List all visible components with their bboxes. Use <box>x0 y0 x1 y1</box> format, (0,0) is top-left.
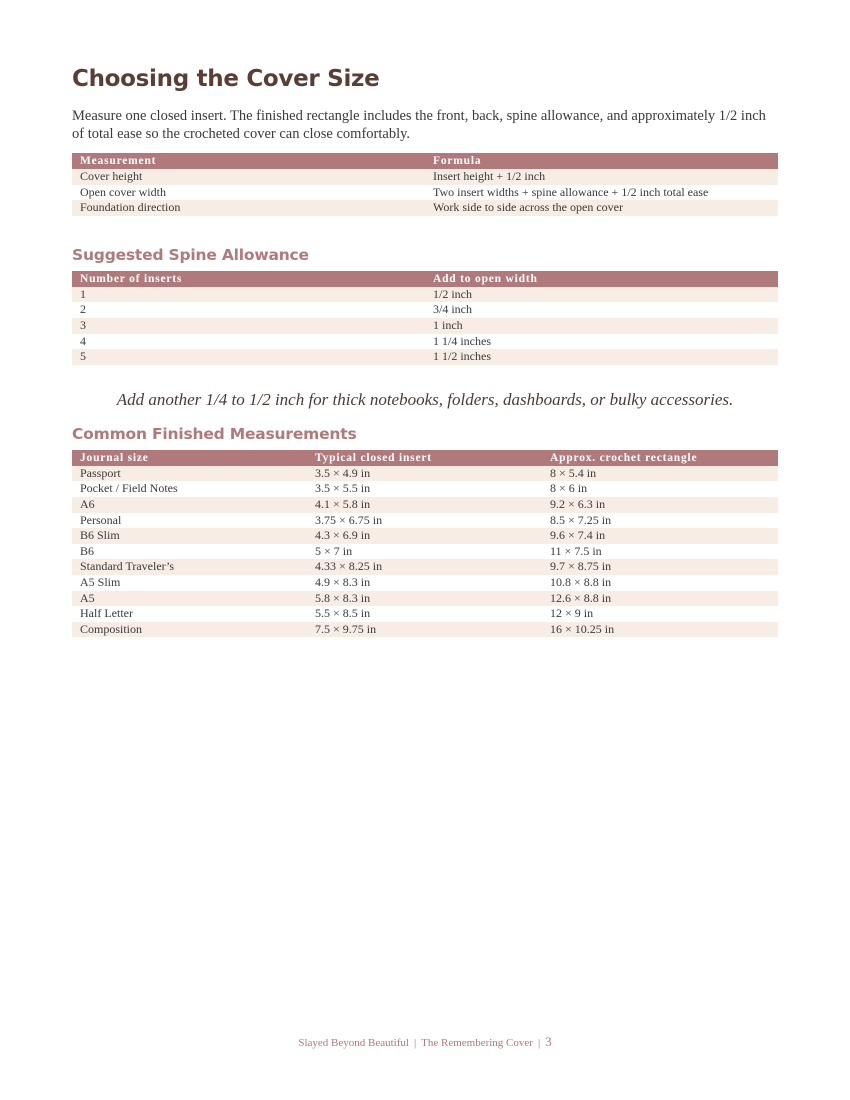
table-row <box>72 575 778 591</box>
table-cell: 3.75 × 6.75 in <box>307 513 542 529</box>
table-cell: 4.1 × 5.8 in <box>307 497 542 513</box>
table-row <box>72 169 778 185</box>
cover-size-table <box>72 153 778 216</box>
table-cell: 12.6 × 8.8 in <box>542 591 778 607</box>
table-cell: Pocket / Field Notes <box>72 481 307 497</box>
table-row <box>72 466 778 482</box>
spine-allowance-table <box>72 271 778 365</box>
column-header: Measurement <box>72 153 425 169</box>
table-cell: 1 1/2 inches <box>425 349 778 365</box>
table-cell: 1 <box>72 287 425 303</box>
table-cell: 4.33 × 8.25 in <box>307 559 542 575</box>
table-header-row <box>72 450 778 466</box>
table-cell: Cover height <box>72 169 425 185</box>
table-row <box>72 497 778 513</box>
table-row <box>72 287 778 303</box>
table-cell: B6 <box>72 544 307 560</box>
table-cell: 9.2 × 6.3 in <box>542 497 778 513</box>
table-cell: A6 <box>72 497 307 513</box>
table-cell: 5.5 × 8.5 in <box>307 606 542 622</box>
table-row <box>72 513 778 529</box>
table-cell: Standard Traveler’s <box>72 559 307 575</box>
table-cell: 2 <box>72 302 425 318</box>
table-cell: 1/2 inch <box>425 287 778 303</box>
table-cell: 12 × 9 in <box>542 606 778 622</box>
table-row <box>72 591 778 607</box>
table-row <box>72 481 778 497</box>
page-number: 3 <box>545 1034 552 1049</box>
table-cell: 1 inch <box>425 318 778 334</box>
table-cell: Foundation direction <box>72 200 425 216</box>
table-cell: Insert height + 1/2 inch <box>425 169 778 185</box>
page-footer <box>0 1034 850 1050</box>
table-header-row <box>72 271 778 287</box>
table-cell: Personal <box>72 513 307 529</box>
column-header: Formula <box>425 153 778 169</box>
table-cell: A5 Slim <box>72 575 307 591</box>
footer-doc-title: The Remembering Cover <box>421 1037 533 1049</box>
table-cell: A5 <box>72 591 307 607</box>
table-cell: Composition <box>72 622 307 638</box>
thickness-note: Add another 1/4 to 1/2 inch for thick notebooks, folders, dashboards, or bulky accessories. <box>116 389 734 409</box>
document-page <box>72 62 778 637</box>
column-header: Number of inserts <box>72 271 425 287</box>
table-cell: 11 × 7.5 in <box>542 544 778 560</box>
table-cell: Open cover width <box>72 185 425 201</box>
column-header: Approx. crochet rectangle <box>542 450 778 466</box>
table-cell: Passport <box>72 466 307 482</box>
table-cell: Half Letter <box>72 606 307 622</box>
table-cell: 4.9 × 8.3 in <box>307 575 542 591</box>
table-row <box>72 559 778 575</box>
section-heading-spine: Suggested Spine Allowance <box>72 245 309 264</box>
table-cell: 8 × 5.4 in <box>542 466 778 482</box>
table-cell: 4.3 × 6.9 in <box>307 528 542 544</box>
table-row <box>72 334 778 350</box>
column-header: Journal size <box>72 450 307 466</box>
table-row <box>72 622 778 638</box>
column-header: Typical closed insert <box>307 450 542 466</box>
table-cell: Two insert widths + spine allowance + 1/2 inch total ease <box>425 185 778 201</box>
table-cell: 5 <box>72 349 425 365</box>
table-row <box>72 200 778 216</box>
table-row <box>72 606 778 622</box>
footer-brand: Slayed Beyond Beautiful <box>298 1037 409 1049</box>
table-cell: 3/4 inch <box>425 302 778 318</box>
table-cell: 5 × 7 in <box>307 544 542 560</box>
table-cell: Work side to side across the open cover <box>425 200 778 216</box>
section-heading-measurements: Common Finished Measurements <box>72 424 357 443</box>
column-header: Add to open width <box>425 271 778 287</box>
table-cell: 8 × 6 in <box>542 481 778 497</box>
table-cell: 16 × 10.25 in <box>542 622 778 638</box>
table-row <box>72 302 778 318</box>
table-cell: 8.5 × 7.25 in <box>542 513 778 529</box>
table-row <box>72 544 778 560</box>
table-cell: 9.7 × 8.75 in <box>542 559 778 575</box>
table-row <box>72 349 778 365</box>
table-row <box>72 318 778 334</box>
table-cell: 4 <box>72 334 425 350</box>
table-cell: 1 1/4 inches <box>425 334 778 350</box>
page-title: Choosing the Cover Size <box>72 66 380 92</box>
table-cell: 7.5 × 9.75 in <box>307 622 542 638</box>
finished-measurements-table <box>72 450 778 638</box>
table-cell: 5.8 × 8.3 in <box>307 591 542 607</box>
table-cell: 9.6 × 7.4 in <box>542 528 778 544</box>
table-cell: 3.5 × 5.5 in <box>307 481 542 497</box>
table-cell: 10.8 × 8.8 in <box>542 575 778 591</box>
table-cell: 3.5 × 4.9 in <box>307 466 542 482</box>
table-row <box>72 528 778 544</box>
table-cell: B6 Slim <box>72 528 307 544</box>
footer-separator: | <box>413 1037 417 1049</box>
table-cell: 3 <box>72 318 425 334</box>
table-header-row <box>72 153 778 169</box>
footer-separator: | <box>537 1037 541 1049</box>
table-row <box>72 185 778 201</box>
intro-paragraph: Measure one closed insert. The finished rectangle includes the front, back, spine allowance, and approximately 1/2 inch of total ease so the crocheted cover can close comfortably. <box>72 108 766 142</box>
